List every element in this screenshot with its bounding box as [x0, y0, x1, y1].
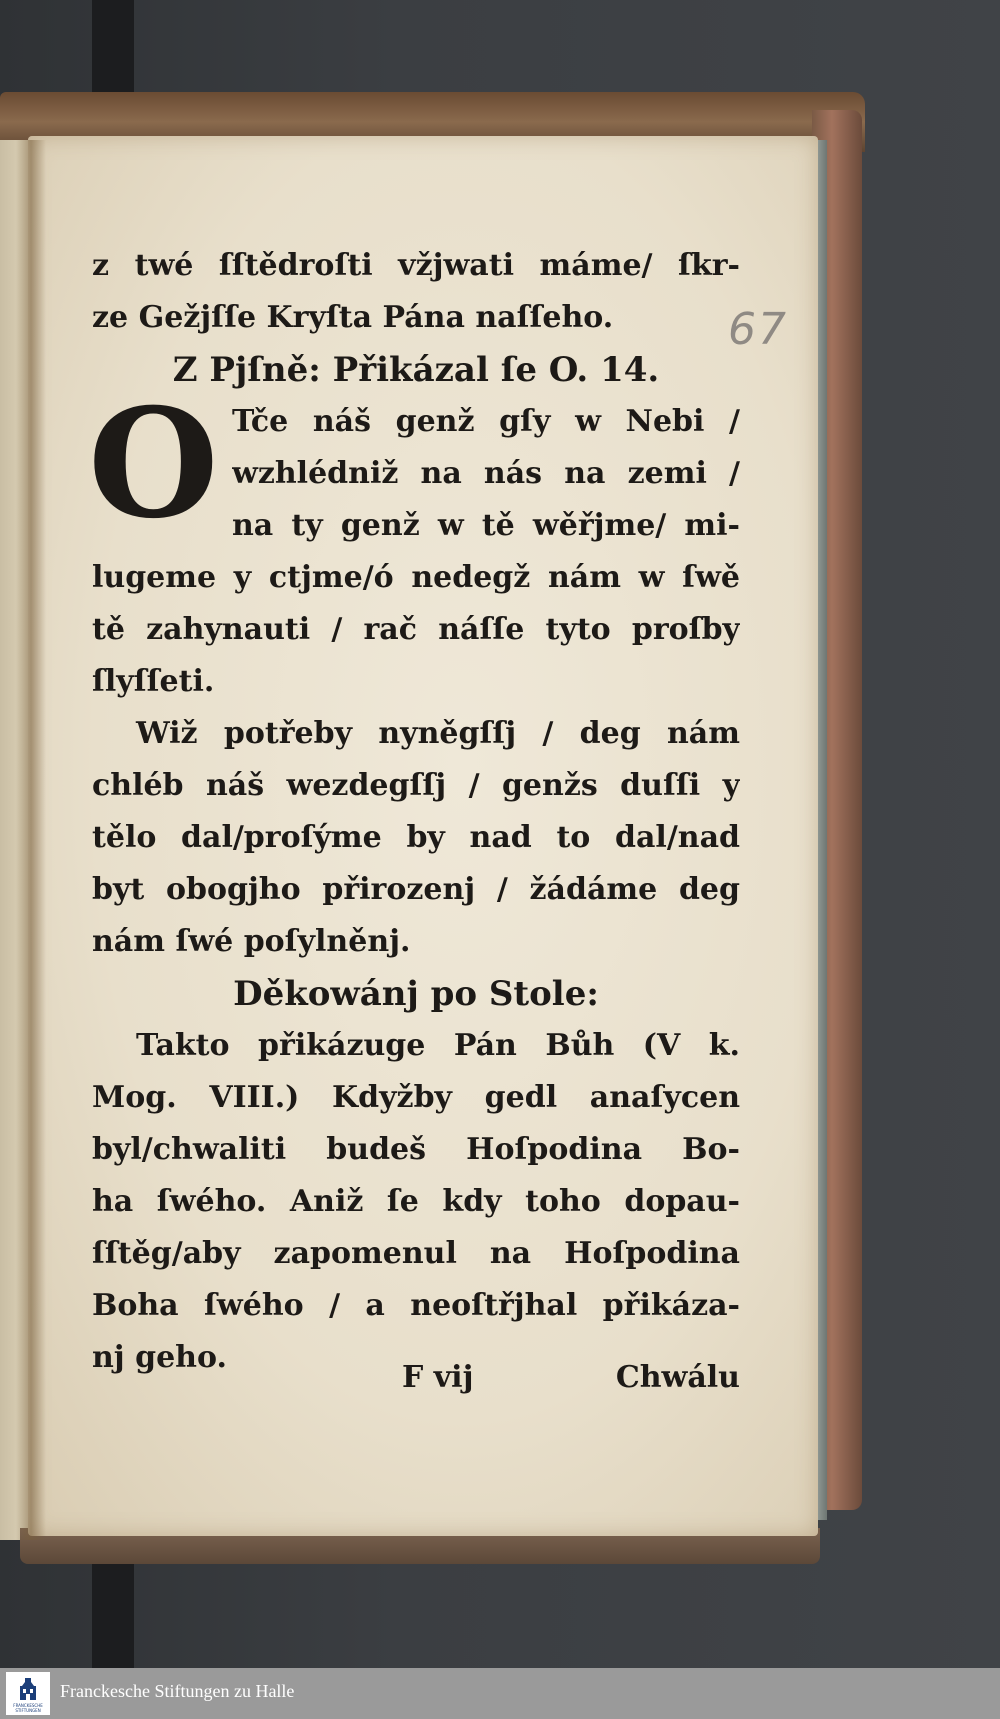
text-line: ſlyſſeti.: [92, 664, 215, 699]
text-line: z twé ſſtědroſti vžjwati máme/ ſkr-: [92, 248, 740, 283]
text-line: Mog. VIII.) Kdyžby gedl anaſycen: [92, 1080, 740, 1115]
text-line: nám ſwé poſylněnj.: [92, 924, 411, 959]
drop-cap-paragraph: [88, 376, 740, 552]
text-line: ze Gežjſſe Kryſta Pána naſſeho.: [92, 300, 614, 335]
text-line: wzhlédniž na nás na zemi /: [232, 456, 740, 491]
drop-cap-initial: O: [88, 376, 219, 552]
text-line: Boha ſwého / a neoſtřjhal přikáza-: [92, 1288, 740, 1323]
page-footer-marks: [92, 1360, 740, 1412]
institution-name: Franckesche Stiftungen zu Halle: [60, 1681, 295, 1701]
gutter-shadow: [16, 140, 46, 1540]
section-heading: Děkowánj po Stole:: [233, 974, 599, 1014]
orphanage-building-icon: [6, 1672, 50, 1706]
hymn-heading: Z Pjſně: Přikázal ſe O. 14.: [172, 350, 660, 390]
text-line: byt obogjho přirozenj / žádáme deg: [92, 872, 740, 907]
signature-mark: F vij: [402, 1360, 474, 1395]
institution-logo[interactable]: [6, 1672, 50, 1715]
footer-bar: [0, 1668, 1000, 1719]
text-line: nj geho.: [92, 1340, 227, 1375]
text-line: Tče náš genž gſy w Nebi /: [232, 404, 740, 439]
drop-cap-lines: [232, 396, 740, 552]
text-line: lugeme y ctjme/ó nedegž nám w ſwě: [92, 560, 740, 595]
folio-number: 67: [728, 304, 788, 355]
text-line: ha ſwého. Aniž ſe kdy toho dopau-: [92, 1184, 740, 1219]
text-line: Takto přikázuge Pán Bůh (V k.: [136, 1028, 740, 1063]
text-line: byl/chwaliti budeš Hoſpodina Bo-: [92, 1132, 740, 1167]
text-line: na ty genž w tě wěřjme/ mi-: [232, 508, 740, 543]
page-text: [88, 240, 740, 1384]
text-line: ſſtěg/aby zapomenul na Hoſpodina: [92, 1236, 740, 1271]
text-line: chléb náš wezdegſſj / genžs duſſi y: [92, 768, 740, 803]
text-line: Wiž potřeby nyněgſſj / deg nám: [136, 716, 740, 751]
text-line: tělo dal/proſýme by nad to dal/nad: [92, 820, 740, 855]
text-line: tě zahynauti / rač náſſe tyto proſby: [92, 612, 740, 647]
catchword: Chwálu: [615, 1360, 740, 1395]
logo-caption: FRANCKESCHE STIFTUNGEN: [13, 1703, 43, 1713]
